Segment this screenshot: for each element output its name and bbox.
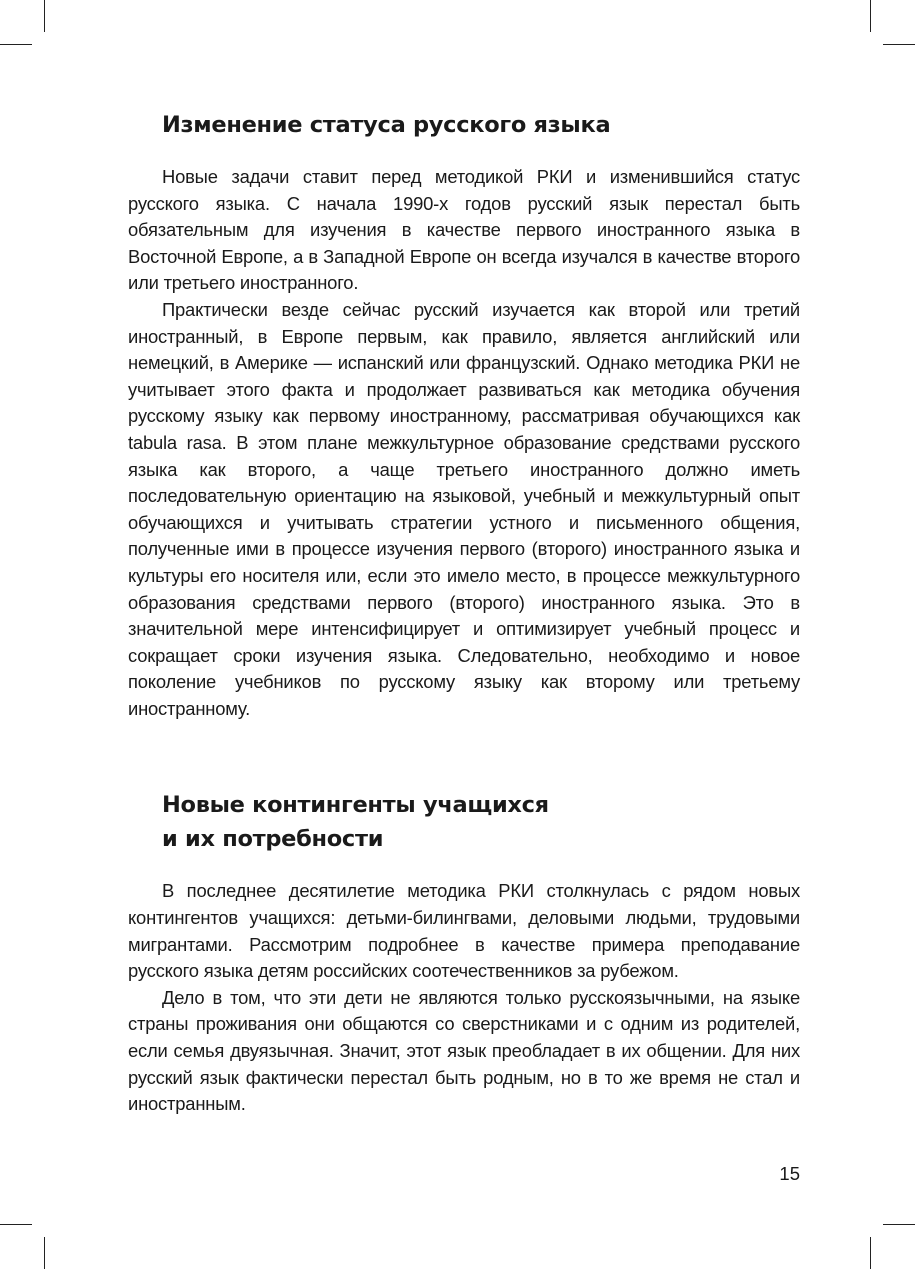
heading-line: Новые контингенты учащихся (162, 792, 549, 819)
paragraph: Дело в том, что эти дети не являются только русскоязычными, на языке страны проживания они общаются со сверстниками и с одним из родителей, если семья двуязычная. Значит, этот язык преобладает в их общении. Для них русский язык фактически перестал быть родным, но в то же время не стал и иностранным. (128, 986, 800, 1115)
section-status-of-russian (128, 108, 800, 722)
crop-mark-bottom-right-h (883, 1224, 915, 1225)
crop-mark-top-right-h (883, 44, 915, 45)
section-new-learner-groups (128, 788, 800, 1117)
crop-mark-top-left-h (0, 44, 32, 45)
page-number: 15 (779, 1163, 800, 1184)
section-heading (162, 108, 800, 142)
crop-mark-bottom-left-h (0, 1224, 32, 1225)
crop-mark-bottom-right (870, 1237, 871, 1269)
section-heading (162, 788, 800, 856)
paragraph: Практически везде сейчас русский изучается как второй или третий иностранный, в Европе первым, как правило, является английский или немецкий, в Америке — испанский или французский. Однако методика РКИ не учитывает этого факта и продолжает развиваться как методика обучения русскому языку как первому иностранному, рассматривая обучающихся как tabula rasa. В этом плане межкультурное образование средствами русского языка как второго, а чаще третьего иностранного должно иметь последовательную ориентацию на языковой, учебный и межкультурный опыт обучающихся и учитывать стратегии устного и письменного общения, полученные ими в процессе изучения первого (второго) иностранного языка и культуры его носителя или, если это имело место, в процессе межкультурного образования средствами первого (второго) иностранного языка. Это в значительной мере интенсифицирует и оптимизирует учебный процесс и сокращает сроки изучения языка. Следовательно, необходимо и новое поколение учебников по русскому языку как второму или третьему иностранному. (128, 298, 800, 719)
crop-mark-top-left (44, 0, 45, 32)
page-content (128, 108, 800, 1118)
heading-line: и их потребности (162, 826, 384, 853)
heading-line: Изменение статуса русского языка (162, 112, 611, 138)
crop-mark-bottom-left (44, 1237, 45, 1269)
paragraph: В последнее десятилетие методика РКИ столкнулась с рядом новых контингентов учащихся: детьми-билингвами, деловыми людьми, трудовыми мигрантами. Рассмотрим подробнее в качестве примера преподавание русского языка детям российских соотечественников за рубежом. (128, 880, 800, 982)
paragraph: Новые задачи ставит перед методикой РКИ и изменившийся статус русского языка. С начала 1990-х годов русский язык перестал быть обязательным для изучения в качестве первого иностранного языка в Восточной Европе, а в Западной Европе он всегда изучался в качестве второго или третьего иностранного. (128, 166, 800, 294)
crop-mark-top-right (870, 0, 871, 32)
